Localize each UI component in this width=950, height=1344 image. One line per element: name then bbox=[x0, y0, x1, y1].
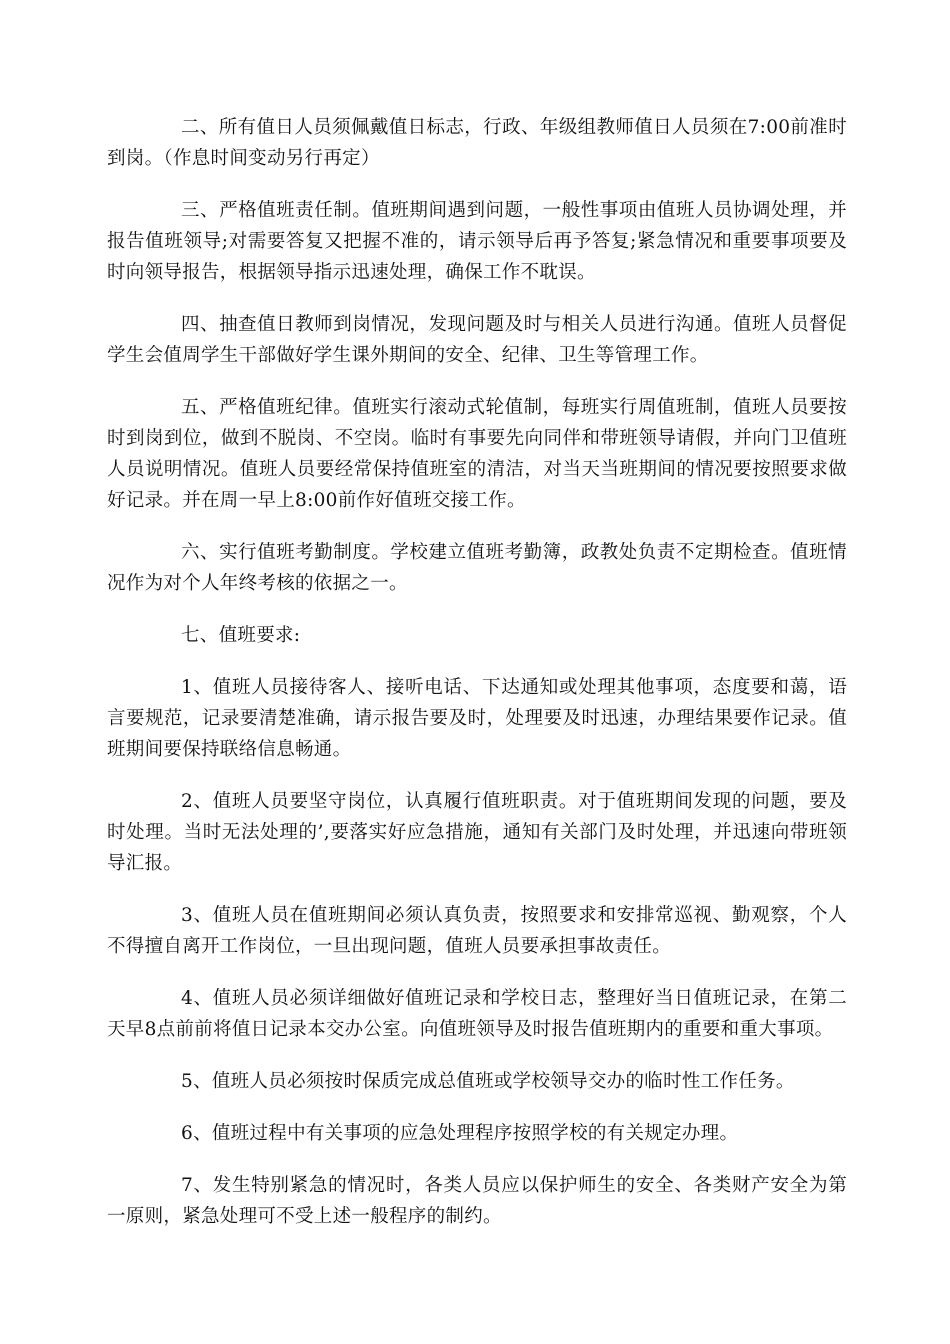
paragraph-duty-badge: 二、所有值日人员须佩戴值日标志，行政、年级组教师值日人员须在7:00前准时到岗。（作息时间变动另行再定） bbox=[107, 117, 847, 169]
document-body bbox=[107, 112, 847, 1253]
paragraph-attendance-check: 四、抽查值日教师到岗情况，发现问题及时与相关人员进行沟通。值班人员督促学生会值周学生干部做好学生课外期间的安全、纪律、卫生等管理工作。 bbox=[107, 314, 847, 366]
requirement-item-3: 3、值班人员在值班期间必须认真负责，按照要求和安排常巡视、勤观察，个人不得擅自离开工作岗位，一旦出现问题，值班人员要承担事故责任。 bbox=[107, 905, 847, 957]
requirement-item-2: 2、值班人员要坚守岗位，认真履行值班职责。对于值班期间发现的问题，要及时处理。当时无法处理的’,要落实好应急措施，通知有关部门及时处理，并迅速向带班领导汇报。 bbox=[107, 791, 847, 874]
requirement-item-4: 4、值班人员必须详细做好值班记录和学校日志，整理好当日值班记录，在第二天早8点前前将值日记录本交办公室。向值班领导及时报告值班期内的重要和重大事项。 bbox=[107, 988, 847, 1040]
requirement-item-1: 1、值班人员接待客人、接听电话、下达通知或处理其他事项，态度要和蔼，语言要规范，记录要清楚准确，请示报告要及时，处理要及时迅速，办理结果要作记录。值班期间要保持联络信息畅通。 bbox=[107, 677, 847, 760]
paragraph-attendance-system: 六、实行值班考勤制度。学校建立值班考勤簿，政教处负责不定期检查。值班情况作为对个人年终考核的依据之一。 bbox=[107, 542, 847, 594]
requirement-item-7: 7、发生特别紧急的情况时，各类人员应以保护师生的安全、各类财产安全为第一原则，紧急处理可不受上述一般程序的制约。 bbox=[107, 1175, 847, 1227]
requirement-item-6: 6、值班过程中有关事项的应急处理程序按照学校的有关规定办理。 bbox=[181, 1123, 739, 1144]
paragraph-requirements-heading: 七、值班要求: bbox=[181, 625, 301, 646]
requirement-item-5: 5、值班人员必须按时保质完成总值班或学校领导交办的临时性工作任务。 bbox=[181, 1071, 795, 1092]
paragraph-discipline: 五、严格值班纪律。值班实行滚动式轮值制，每班实行周值班制，值班人员要按时到岗到位，做到不脱岗、不空岗。临时有事要先向同伴和带班领导请假，并向门卫值班人员说明情况。值班人员要经常保持值班室的清洁，对当天当班期间的情况要按照要求做好记录。并在周一早上8:00前作好值班交接工作。 bbox=[107, 397, 847, 511]
paragraph-responsibility: 三、严格值班责任制。值班期间遇到问题，一般性事项由值班人员协调处理，并报告值班领导;对需要答复又把握不准的，请示领导后再予答复;紧急情况和重要事项要及时向领导报告，根据领导指示迅速处理，确保工作不耽误。 bbox=[107, 200, 848, 283]
